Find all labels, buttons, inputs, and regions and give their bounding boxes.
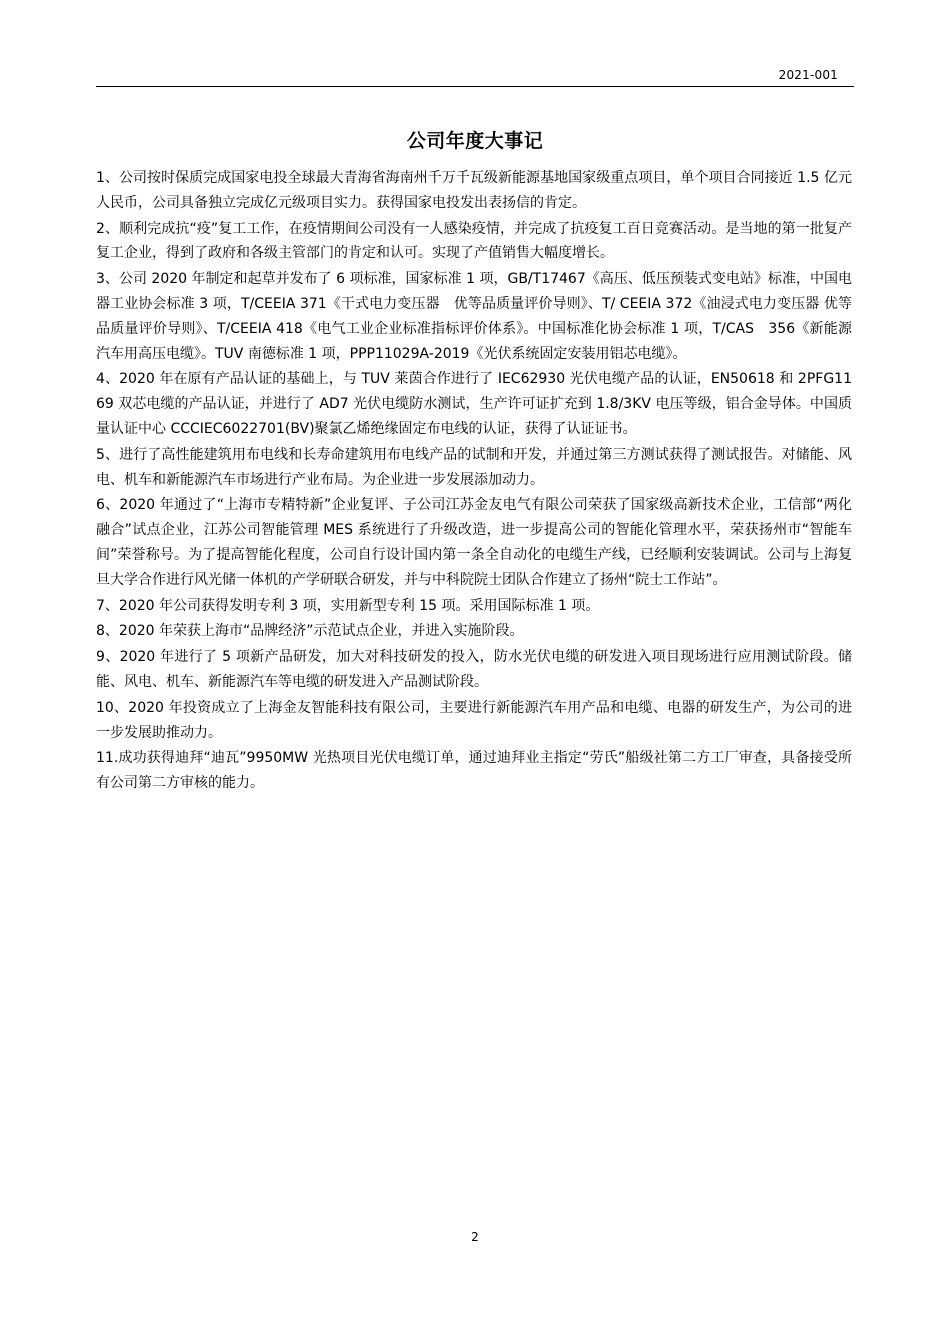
event-item-5: 5、进行了高性能建筑用布电线和长寿命建筑用布电线产品的试制和开发，并通过第三方测试获得了测试报告。对储能、风电、机车和新能源汽车市场进行产业布局。为企业进一步发展添加动力。 <box>96 446 852 488</box>
header-divider <box>96 86 854 87</box>
event-item-10: 10、2020 年投资成立了上海金友智能科技有限公司，主要进行新能源汽车用产品和电缆、电器的研发生产，为公司的进一步发展助推动力。 <box>96 699 852 741</box>
page-number: 2 <box>471 1230 479 1244</box>
page-title: 公司年度大事记 <box>406 130 544 152</box>
document-number: 2021-001 <box>778 68 838 82</box>
event-item-8: 8、2020 年荣获上海市“品牌经济”示范试点企业，并进入实施阶段。 <box>96 623 524 640</box>
event-item-7: 7、2020 年公司获得发明专利 3 项，实用新型专利 15 项。采用国际标准 1 项。 <box>96 597 600 614</box>
event-item-9: 9、2020 年进行了 5 项新产品研发，加大对科技研发的投入，防水光伏电缆的研发进入项目现场进行应用测试阶段。储能、风电、机车、新能源汽车等电缆的研发进入产品测试阶段。 <box>96 649 852 690</box>
event-list <box>96 166 852 797</box>
event-item-2: 2、顺利完成抗“疫”复工工作，在疫情期间公司没有一人感染疫情，并完成了抗疫复工百日竞赛活动。是当地的第一批复产复工企业，得到了政府和各级主管部门的肯定和认可。实现了产值销售大幅度增长。 <box>96 220 852 262</box>
event-item-6: 6、2020 年通过了“上海市专精特新”企业复评、子公司江苏金友电气有限公司荣获了国家级高新技术企业，工信部“两化融合”试点企业，江苏公司智能管理 MES 系统进行了升级改造，进一步提高公司的智能化管理水平，荣获扬州市“智能车间”荣誉称号。为了提高智能化程度，公司自行设计国内第一条全自动化的电缆生产线，已经顺利安装调试。公司与上海复旦大学合作进行风光储一体机的产学研联合研发，并与中科院院士团队合作建立了扬州“院士工作站”。 <box>96 497 852 588</box>
event-item-1: 1、公司按时保质完成国家电投全球最大青海省海南州千万千瓦级新能源基地国家级重点项目，单个项目合同接近 1.5 亿元人民币，公司具备独立完成亿元级项目实力。获得国家电投发出表扬信的肯定。 <box>96 170 852 211</box>
event-item-3: 3、公司 2020 年制定和起草并发布了 6 项标准，国家标准 1 项，GB/T17467《高压、低压预装式变电站》标准，中国电器工业协会标准 3 项，T/CEEIA 371《干式电力变压器 优等品质量评价导则》、T/ CEEIA 372《油浸式电力变压器 优等品质量评价导则》、T/CEEIA 418《电气工业企业标准指标评价体系》。中国标准化协会标准 1 项，T/CAS 356《新能源汽车用高压电缆》。TUV 南德标准 1 项，PPP11029A-2019《光伏系统固定安装用铝芯电缆》。 <box>96 271 852 362</box>
event-item-4: 4、2020 年在原有产品认证的基础上，与 TUV 莱茵合作进行了 IEC62930 光伏电缆产品的认证，EN50618 和 2PFG1169 双芯电缆的产品认证，并进行了 AD7 光伏电缆防水测试，生产许可证扩充到 1.8/3KV 电压等级，铝合金导体。中国质量认证中心 CCCIEC6022701(BV)聚氯乙烯绝缘固定布电线的认证，获得了认证证书。 <box>96 371 852 437</box>
event-item-11: 11.成功获得迪拜“迪瓦”9950MW 光热项目光伏电缆订单，通过迪拜业主指定“劳氏”船级社第二方工厂审查，具备接受所有公司第二方审核的能力。 <box>96 750 852 792</box>
